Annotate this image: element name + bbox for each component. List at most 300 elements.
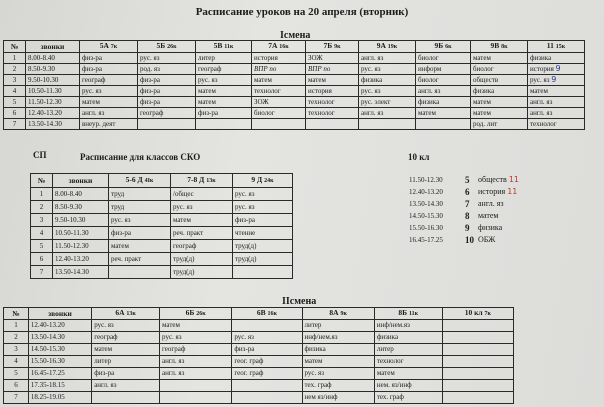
subject-cell: биолог xyxy=(471,64,528,75)
shift1-room-label: 8к xyxy=(501,44,508,50)
shift1-room-label: 15к xyxy=(555,44,566,50)
subject-cell xyxy=(109,266,171,279)
grade10-row xyxy=(405,174,519,186)
grade10-list xyxy=(405,174,519,246)
subject-cell: физ-ра xyxy=(92,368,160,380)
subject-cell: труд xyxy=(109,201,171,214)
shift1-header-cell xyxy=(471,41,528,53)
subject-cell: физ-ра xyxy=(138,97,196,108)
bell-time: 13.50-14.30 xyxy=(53,266,109,279)
subject-cell: рус. яз xyxy=(233,188,293,201)
shift1-row xyxy=(4,64,585,75)
subject-cell: англ. яз xyxy=(528,108,585,119)
bell-time: 10.50-11.30 xyxy=(26,86,80,97)
bell-time: 8.00-8.40 xyxy=(26,53,80,64)
subject-cell: литер xyxy=(374,344,442,356)
shift2-header-row xyxy=(4,308,514,320)
bell-time: 9.50-10.30 xyxy=(26,75,80,86)
subject-cell: рус. яз xyxy=(138,53,196,64)
shift2-header-label: 6А xyxy=(115,308,125,317)
cko-heading: Расписание для классов СКО xyxy=(80,152,201,162)
subject-cell xyxy=(474,186,519,198)
shift1-header-label: № xyxy=(10,41,19,51)
cko-room-label: 4Iк xyxy=(144,178,154,184)
cko-row xyxy=(31,240,293,253)
subject-cell xyxy=(138,119,196,130)
shift1-header-label: 9Б xyxy=(434,41,444,50)
subject-name: ОБЖ xyxy=(478,235,496,244)
cko-room-label: 13к xyxy=(206,178,216,184)
shift2-table xyxy=(3,307,514,404)
subject-cell: матем xyxy=(374,368,442,380)
subject-cell xyxy=(474,198,519,210)
subject-cell: физ-ра xyxy=(109,227,171,240)
subject-cell: рус. яз xyxy=(171,201,233,214)
subject-cell: матем xyxy=(252,75,306,86)
cko-header-row xyxy=(31,174,293,188)
subject-cell: рус. яз 9 xyxy=(528,75,585,86)
grade10-row xyxy=(405,210,519,222)
lesson-number: 5 xyxy=(4,97,26,108)
subject-name: физика xyxy=(478,223,503,232)
lesson-number: 4 xyxy=(4,356,29,368)
shift2-room-label: 7к xyxy=(484,311,491,317)
subject-cell: географ xyxy=(138,108,196,119)
shift2-row xyxy=(4,344,514,356)
shift2-heading: IIсмена xyxy=(282,296,317,307)
cko-header-label: 7-8 Д xyxy=(187,175,205,184)
subject-cell: физика xyxy=(374,332,442,344)
bell-time: 12.40-13.20 xyxy=(28,320,91,332)
subject-cell xyxy=(196,119,252,130)
handwritten-note: 11 xyxy=(507,187,518,196)
shift1-room-label: 9к xyxy=(334,44,341,50)
subject-cell: матем xyxy=(160,320,232,332)
shift1-header-cell xyxy=(528,41,585,53)
subject-cell xyxy=(233,266,293,279)
shift2-room-label: 13к xyxy=(126,311,136,317)
subject-cell: труд(д) xyxy=(171,253,233,266)
subject-cell: рус. яз xyxy=(359,64,416,75)
subject-cell xyxy=(160,392,232,404)
cko-header-label: № xyxy=(37,175,46,185)
subject-cell: матем xyxy=(306,75,359,86)
bell-time: 15.50-16.30 xyxy=(28,356,91,368)
shift2-header-label: 10 кл xyxy=(464,308,483,317)
subject-name: англ. яз xyxy=(478,199,504,208)
shift1-header-label: 7А xyxy=(268,41,278,50)
shift1-table xyxy=(3,40,585,130)
lesson-number: 10 xyxy=(465,235,474,245)
bell-time: 16.45-17.25 xyxy=(28,368,91,380)
subject-cell xyxy=(306,119,359,130)
shift2-header-cell xyxy=(232,308,302,320)
cko-table xyxy=(30,173,293,279)
shift2-room-label: 26к xyxy=(196,311,206,317)
bell-time: 8.50-9.30 xyxy=(53,201,109,214)
subject-cell: матем xyxy=(80,97,138,108)
grade10-heading: 10 кл xyxy=(408,152,430,162)
grade10-row xyxy=(405,222,519,234)
cko-row xyxy=(31,266,293,279)
shift1-room-label: 26к xyxy=(167,44,177,50)
shift2-header-cell xyxy=(92,308,160,320)
bell-time: 16.45-17.25 xyxy=(409,236,443,244)
shift2-row xyxy=(4,368,514,380)
shift1-row xyxy=(4,108,585,119)
subject-cell: физ-ра xyxy=(233,214,293,227)
subject-cell: географ xyxy=(196,64,252,75)
subject-cell: рус. яз xyxy=(232,332,302,344)
subject-cell: матем xyxy=(196,86,252,97)
shift2-room-label: 16к xyxy=(267,311,277,317)
subject-cell: рус. яз xyxy=(160,332,232,344)
lesson-number: 1 xyxy=(4,320,29,332)
subject-cell: труд(д) xyxy=(233,253,293,266)
subject-cell xyxy=(252,119,306,130)
subject-cell: матем xyxy=(471,108,528,119)
lesson-number: 3 xyxy=(31,214,53,227)
shift2-row xyxy=(4,392,514,404)
subject-cell: англ. яз xyxy=(359,53,416,64)
subject-cell: англ. яз xyxy=(359,108,416,119)
shift1-header-label: 7Б xyxy=(323,41,333,50)
cko-marker: СП xyxy=(33,150,47,160)
handwritten-note: 11 xyxy=(508,175,519,184)
lesson-number: 7 xyxy=(4,119,26,130)
cko-header-cell xyxy=(53,174,109,188)
subject-cell: технолог xyxy=(306,108,359,119)
lesson-number: 1 xyxy=(31,188,53,201)
subject-cell xyxy=(442,332,513,344)
subject-cell: /общес xyxy=(171,188,233,201)
shift2-header-cell xyxy=(4,308,29,320)
lesson-number: 2 xyxy=(4,64,26,75)
lesson-number: 6 xyxy=(4,380,29,392)
shift2-header-label: 6Б xyxy=(185,308,195,317)
shift2-row xyxy=(4,356,514,368)
lesson-number: 8 xyxy=(465,211,470,221)
cko-header-cell xyxy=(171,174,233,188)
grade10-row xyxy=(405,234,519,246)
subject-cell xyxy=(474,210,519,222)
bell-time: 12.40-13.20 xyxy=(53,253,109,266)
shift2-row xyxy=(4,332,514,344)
shift1-row xyxy=(4,53,585,64)
shift1-header-label: 9В xyxy=(490,41,500,50)
subject-cell xyxy=(416,119,471,130)
subject-cell: англ. яз xyxy=(416,86,471,97)
subject-cell: физика xyxy=(359,75,416,86)
shift2-header-label: 8Б xyxy=(398,308,408,317)
lesson-number: 5 xyxy=(465,175,470,185)
subject-cell: географ xyxy=(80,75,138,86)
subject-cell: ЗОЖ xyxy=(252,97,306,108)
lesson-number: 1 xyxy=(4,53,26,64)
bell-time: 13.50-14.30 xyxy=(28,332,91,344)
subject-cell: рус. яз xyxy=(80,86,138,97)
cko-header-label: 9 Д xyxy=(251,175,263,184)
subject-cell xyxy=(232,320,302,332)
bell-time: 11.50-12.30 xyxy=(409,176,443,184)
subject-cell: географ xyxy=(171,240,233,253)
subject-cell: труд(д) xyxy=(171,266,233,279)
subject-cell: литер xyxy=(302,320,374,332)
shift1-room-label: 11к xyxy=(224,44,234,50)
shift1-heading: Iсмена xyxy=(280,30,311,41)
subject-cell: литер xyxy=(92,356,160,368)
lesson-number: 4 xyxy=(31,227,53,240)
subject-cell: труд(д) xyxy=(233,240,293,253)
subject-cell: ЗОЖ xyxy=(306,53,359,64)
subject-cell xyxy=(160,380,232,392)
shift1-header-cell xyxy=(80,41,138,53)
shift1-room-label: 19к xyxy=(387,44,398,50)
subject-cell xyxy=(474,234,519,246)
shift1-row xyxy=(4,86,585,97)
shift2-header-label: звонки xyxy=(48,308,72,318)
subject-cell: рус. яз xyxy=(92,320,160,332)
subject-cell: технолог xyxy=(528,119,585,130)
subject-cell: обществ xyxy=(471,75,528,86)
shift2-header-cell xyxy=(374,308,442,320)
subject-cell: физика xyxy=(302,344,374,356)
subject-cell: рус. яз xyxy=(359,86,416,97)
subject-cell: матем xyxy=(171,214,233,227)
bell-time: 12.40-13.20 xyxy=(26,108,80,119)
shift1-header-cell xyxy=(306,41,359,53)
subject-cell xyxy=(232,392,302,404)
subject-cell: род. яз xyxy=(138,64,196,75)
shift1-header-label: 5Б xyxy=(156,41,166,50)
subject-name: обществ xyxy=(478,175,507,184)
shift1-row xyxy=(4,75,585,86)
lesson-number: 7 xyxy=(465,199,470,209)
shift1-header-cell xyxy=(359,41,416,53)
subject-cell: геог. граф xyxy=(232,368,302,380)
bell-time: 14.50-15.30 xyxy=(409,212,443,220)
cko-row xyxy=(31,227,293,240)
subject-cell xyxy=(359,119,416,130)
subject-cell: ВПР по xyxy=(252,64,306,75)
shift2-header-label: № xyxy=(12,308,20,318)
shift2-header-cell xyxy=(442,308,513,320)
subject-cell: реч. практ xyxy=(171,227,233,240)
lesson-number: 6 xyxy=(465,187,470,197)
subject-cell: биолог xyxy=(416,53,471,64)
shift1-room-label: 16к xyxy=(279,44,289,50)
subject-cell xyxy=(232,380,302,392)
shift1-row xyxy=(4,97,585,108)
shift1-header-cell xyxy=(416,41,471,53)
lesson-number: 7 xyxy=(4,392,29,404)
shift1-header-cell xyxy=(252,41,306,53)
subject-cell: реч. практ xyxy=(109,253,171,266)
lesson-number: 9 xyxy=(465,223,470,233)
subject-cell: географ xyxy=(92,332,160,344)
bell-time: 14.50-15.30 xyxy=(28,344,91,356)
subject-cell: рус. яз xyxy=(233,201,293,214)
shift1-room-label: 7к xyxy=(110,44,118,50)
subject-cell: физика xyxy=(416,97,471,108)
subject-cell: история xyxy=(252,53,306,64)
subject-name: матем xyxy=(478,211,499,220)
subject-cell xyxy=(92,392,160,404)
handwritten-note: 9 xyxy=(551,75,557,84)
bell-time: 18.25-19.05 xyxy=(28,392,91,404)
subject-cell: биолог xyxy=(252,108,306,119)
bell-time: 8.00-8.40 xyxy=(53,188,109,201)
shift1-header-label: 9А xyxy=(376,41,386,50)
subject-cell xyxy=(442,392,513,404)
subject-cell: матем xyxy=(471,97,528,108)
subject-cell xyxy=(474,174,519,186)
grade10-row xyxy=(405,186,519,198)
lesson-number: 2 xyxy=(31,201,53,214)
lesson-number: 3 xyxy=(4,344,29,356)
subject-cell: инф/нем.яз xyxy=(302,332,374,344)
cko-room-label: 24к xyxy=(264,178,274,184)
bell-time: 11.50-12.30 xyxy=(26,97,80,108)
shift1-header-cell xyxy=(26,41,80,53)
lesson-number: 4 xyxy=(4,86,26,97)
subject-cell: чтение xyxy=(233,227,293,240)
shift2-header-cell xyxy=(302,308,374,320)
subject-cell: матем xyxy=(302,356,374,368)
subject-cell: матем xyxy=(528,86,585,97)
subject-cell: геог. граф xyxy=(232,356,302,368)
subject-cell: ВПР по xyxy=(306,64,359,75)
cko-header-cell xyxy=(31,174,53,188)
shift1-header-label: 5В xyxy=(213,41,223,50)
subject-cell xyxy=(442,368,513,380)
shift1-header-label: 5А xyxy=(99,41,109,50)
cko-header-cell xyxy=(233,174,293,188)
subject-cell: биолог xyxy=(416,75,471,86)
subject-cell: физ-ра xyxy=(232,344,302,356)
subject-cell: матем xyxy=(109,240,171,253)
shift1-row xyxy=(4,119,585,130)
shift2-header-label: 6В xyxy=(256,308,266,317)
subject-cell: физ-ра xyxy=(196,108,252,119)
subject-cell: труд xyxy=(109,188,171,201)
subject-cell: рус. яз xyxy=(196,75,252,86)
cko-row xyxy=(31,253,293,266)
subject-cell: внеур. деят xyxy=(80,119,138,130)
lesson-number: 6 xyxy=(31,253,53,266)
shift2-row xyxy=(4,320,514,332)
shift1-header-cell xyxy=(4,41,26,53)
subject-cell: история 9 xyxy=(528,64,585,75)
subject-cell: матем xyxy=(92,344,160,356)
subject-cell: физ-ра xyxy=(80,64,138,75)
subject-cell: нем. яз/инф xyxy=(374,380,442,392)
subject-cell: история xyxy=(306,86,359,97)
bell-time: 9.50-10.30 xyxy=(53,214,109,227)
bell-time: 12.40-13.20 xyxy=(409,188,443,196)
bell-time: 13.50-14.30 xyxy=(409,200,443,208)
subject-cell: физ-ра xyxy=(138,75,196,86)
shift1-header-row xyxy=(4,41,585,53)
subject-cell xyxy=(442,344,513,356)
subject-cell: нем яз/инф xyxy=(302,392,374,404)
subject-cell: тех. граф xyxy=(374,392,442,404)
bell-time: 13.50-14.30 xyxy=(26,119,80,130)
subject-cell: географ xyxy=(160,344,232,356)
subject-cell: рус. элект xyxy=(359,97,416,108)
subject-cell: англ. яз xyxy=(92,380,160,392)
subject-cell: физ-ра xyxy=(80,53,138,64)
subject-cell xyxy=(474,222,519,234)
cko-header-label: звонки xyxy=(68,175,93,185)
subject-cell: физика xyxy=(471,86,528,97)
shift2-header-cell xyxy=(160,308,232,320)
lesson-number: 3 xyxy=(4,75,26,86)
subject-cell: физ-ра xyxy=(138,86,196,97)
shift1-header-label: звонки xyxy=(40,41,65,51)
shift1-header-cell xyxy=(196,41,252,53)
subject-cell: род. лит xyxy=(471,119,528,130)
subject-cell: англ. яз xyxy=(160,356,232,368)
bell-time: 8.50-9.30 xyxy=(26,64,80,75)
lesson-number: 7 xyxy=(31,266,53,279)
cko-row xyxy=(31,201,293,214)
shift2-row xyxy=(4,380,514,392)
subject-cell: англ. яз xyxy=(160,368,232,380)
subject-cell: технолог xyxy=(374,356,442,368)
subject-cell: англ. яз xyxy=(80,108,138,119)
cko-header-cell xyxy=(109,174,171,188)
subject-cell: матем xyxy=(471,53,528,64)
shift2-room-label: 11к xyxy=(409,311,419,317)
lesson-number: 5 xyxy=(31,240,53,253)
lesson-number: 2 xyxy=(4,332,29,344)
subject-cell: рус. яз xyxy=(302,368,374,380)
subject-cell: литер xyxy=(196,53,252,64)
subject-cell: технолог xyxy=(252,86,306,97)
subject-cell: рус. яз xyxy=(109,214,171,227)
shift2-room-label: 9к xyxy=(340,311,347,317)
shift1-header-label: 11 xyxy=(546,41,554,50)
subject-cell xyxy=(442,320,513,332)
shift2-header-cell xyxy=(28,308,91,320)
subject-cell: инф/нем.яз xyxy=(374,320,442,332)
shift1-header-cell xyxy=(138,41,196,53)
grade10-row xyxy=(405,198,519,210)
subject-cell: матем xyxy=(196,97,252,108)
shift1-room-label: 6к xyxy=(445,44,452,50)
bell-time: 11.50-12.30 xyxy=(53,240,109,253)
subject-cell: тех. граф xyxy=(302,380,374,392)
subject-cell: технолог xyxy=(306,97,359,108)
shift2-header-label: 8А xyxy=(329,308,339,317)
bell-time: 10.50-11.30 xyxy=(53,227,109,240)
subject-cell: матем xyxy=(416,108,471,119)
subject-cell xyxy=(442,380,513,392)
handwritten-note: 9 xyxy=(555,64,561,73)
cko-header-label: 5-6 Д xyxy=(125,175,143,184)
lesson-number: 5 xyxy=(4,368,29,380)
page-title: Расписание уроков на 20 апреля (вторник) xyxy=(195,6,409,18)
lesson-number: 6 xyxy=(4,108,26,119)
cko-row xyxy=(31,214,293,227)
bell-time: 17.35-18.15 xyxy=(28,380,91,392)
subject-name: история xyxy=(478,187,506,196)
subject-cell xyxy=(442,356,513,368)
subject-cell: физика xyxy=(528,53,585,64)
subject-cell: англ. яз xyxy=(528,97,585,108)
bell-time: 15.50-16.30 xyxy=(409,224,443,232)
